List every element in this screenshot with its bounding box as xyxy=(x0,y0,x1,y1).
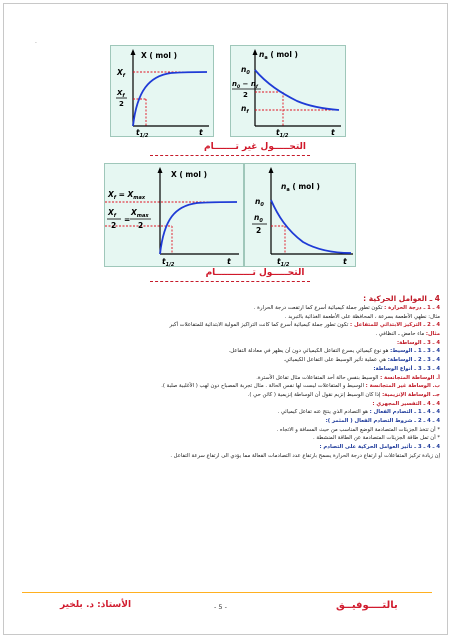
frac2-den: 2 xyxy=(138,221,144,230)
mid-num: $n_0 - n_f$ xyxy=(232,80,258,90)
chart-na-decay xyxy=(230,45,346,137)
example-line-2: مثال: ماء حامض ـ النظافي . xyxy=(375,331,440,338)
y-axis-arrow-icon xyxy=(131,49,136,55)
y-axis-label: $n_a$ ( mol ) xyxy=(259,50,298,61)
nf-label: $n_f$ xyxy=(241,104,249,115)
caption-underline xyxy=(150,155,310,156)
catalysis-line: 4 ـ 3 ـ 2 ـ الوساطة: هي عملية تأثير الوسيط على التفاعل الكيميائي. xyxy=(283,357,440,364)
caption-incomplete: التحـــــول غير تـــــــام xyxy=(203,142,307,152)
microscopic-heading: 4 ـ 4 ـ التفسير المجهري : xyxy=(372,400,440,407)
t-label: t xyxy=(343,257,347,266)
section-heading: 4 ـ العوامل الحركية : xyxy=(363,294,440,303)
decay-curve xyxy=(255,70,339,110)
catalysis-types-heading: 4 ـ 3 ـ 3 ـ أنواع الوساطة: xyxy=(373,365,440,372)
y-axis-arrow-icon xyxy=(158,167,163,173)
collision-conditions-heading: 4 ـ 4 ـ 2 ـ شروط التصادم الفعال ( المثمر ): xyxy=(325,417,440,424)
chart-na-complete xyxy=(244,163,356,267)
footer-greeting: بالتــــوفيــق xyxy=(336,600,398,611)
example-line-1: مثال: نطهي الأطعمة بسرعة ، المحافظة على الأطعمة الغذائية بالتبريد . xyxy=(284,313,440,320)
enzymatic-line: جـ. الوساطة الإنزيمية: إذا كان الوسيط إنزيم نقول أن الوساطة إنزيمية ( كائن حي ). xyxy=(247,391,440,398)
y-axis-label: X ( mol ) xyxy=(171,170,208,179)
page-number: - 5 - xyxy=(214,603,227,611)
t-label: t xyxy=(331,128,335,137)
temperature-line: 4 ـ 1 ـ درجة الحرارة : تكون تطور جملة كيميائية أسرع كما ارتفعت درجة الحرارة . xyxy=(253,305,440,311)
xf-label: $X_f$ xyxy=(117,68,125,79)
chart-na-svg xyxy=(231,46,347,138)
footer-teacher: الأستاذ: د. بلخير xyxy=(60,600,132,610)
t-half-label: $t_{1/2}$ xyxy=(162,257,175,268)
half-den: 2 xyxy=(119,100,124,108)
decay-curve xyxy=(271,200,351,253)
n0-label: $n_0$ xyxy=(255,197,264,208)
chart-xmax-svg xyxy=(105,164,245,268)
frac2-num: $X_{max}$ xyxy=(131,208,149,219)
concentration-line: 4 ـ 2 ـ التركيز الابتدائي للمتفاعل : تكون تطور جملة كيميائية أسرع كما كانت التراكيز المولية الابتدائية للمتفاعلات أكبر xyxy=(169,322,440,329)
chart-na2-svg xyxy=(245,164,357,268)
chart-xf-svg xyxy=(111,46,215,138)
t-half-label: $t_{1/2}$ xyxy=(136,128,149,138)
y-axis-arrow-icon xyxy=(269,167,274,173)
condition-1: * أن تتخذ الجزيئات المتصادمة الوضع المناسب من حيث المسافة و الاتجاه . xyxy=(276,426,440,433)
y-axis-label: $n_a$ ( mol ) xyxy=(281,182,320,193)
catalyst-line: 4 ـ 3 ـ 1 ـ الوسيط: هو نوع كيميائي يسرع التفاعل الكيميائي دون أن يظهر في معادلة التفاعل. xyxy=(228,348,440,355)
homogeneous-line: أ. الوساطة المتجانسة : الوسيط بنفس حالة أحد المتفاعلات مثال تفاعل الأسترة. xyxy=(256,374,440,381)
chart-xf-growth xyxy=(110,45,214,137)
y-axis-label: X ( mol ) xyxy=(141,51,178,60)
t-label: t xyxy=(199,128,203,137)
mid-den: 2 xyxy=(243,91,248,99)
half-den: 2 xyxy=(256,226,262,235)
frac1-den: 2 xyxy=(111,221,117,230)
chart-xmax-growth xyxy=(104,163,244,267)
xf-eq-label: $X_f = X_{max}$ xyxy=(108,190,146,201)
y-axis-arrow-icon xyxy=(253,49,258,55)
condition-2: * أن تمل طاقة الجزيئات المتصادمة عن الطاقة المنشطة . xyxy=(313,435,440,442)
t-half-label: $t_{1/2}$ xyxy=(276,128,289,138)
half-num: $X_f$ xyxy=(117,89,125,99)
factors-effect-heading: 4 ـ 4 ـ 3 ـ تأثير العوامل الحركية على التصادم : xyxy=(319,444,440,450)
effective-collision-line: 4 ـ 4 ـ 1 ـ التصادم الفعال : هو التصادم الذي ينتج عنه تفاعل كيميائي . xyxy=(277,409,440,416)
half-num: $n_0$ xyxy=(254,213,263,224)
kinetics-text xyxy=(12,293,440,460)
heterogeneous-line: ب. الوساطة غير المتجانسة : الوسيط و المتفاعلات ليست لها نفس الحالة . مثال تجربة المصباح دون لهب ( الأغلبية صلبة ). xyxy=(161,383,440,390)
caption-underline-2 xyxy=(150,281,310,282)
catalysis-heading: 4 ـ 3 ـ الوساطة: xyxy=(396,339,440,346)
n0-label: $n_0$ xyxy=(241,65,250,76)
frac1-num: $X_f$ xyxy=(108,208,116,219)
conclusion-line: إن زيادة تركيز المتفاعلات أو ارتفاع درجة الحرارة يسمح بارتفاع عدد التصادمات الفعالة مما يؤدي الى ارتفاع سرعة التفاعل . xyxy=(170,452,440,459)
t-half-label: $t_{1/2}$ xyxy=(277,257,290,268)
t-label: t xyxy=(227,257,231,266)
caption-complete: التحـــــول تــــــــــــام xyxy=(205,268,305,278)
corner-mark: . xyxy=(35,38,37,45)
footer-rule xyxy=(22,592,432,593)
equals-sign: = xyxy=(124,215,131,224)
